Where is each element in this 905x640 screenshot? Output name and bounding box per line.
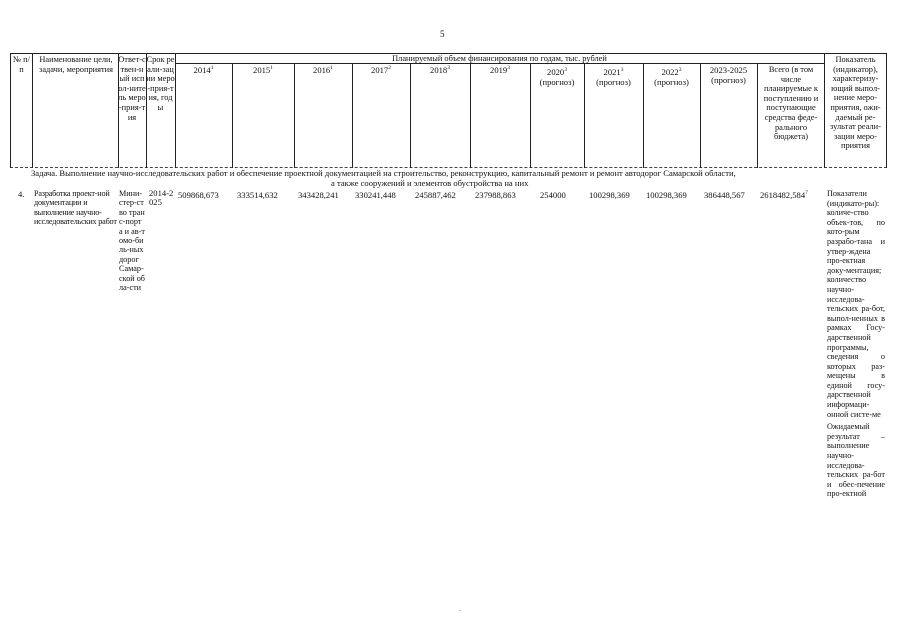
header-indicator: Показатель (индикатор), характеризу-ющий выпол-нение меро-приятия, ожи-даемый ре-зультат реали-зации меро-приятия	[830, 55, 881, 151]
value-total: 2618482,584$^7$	[760, 190, 808, 200]
value-2022: 100298,369	[646, 190, 687, 200]
header-responsible: Ответ-ствен-ный испол-нитель меро-прия-тия	[118, 55, 146, 122]
task-line-2: а также сооружений и элементов обустройства на них	[331, 178, 529, 188]
value-2018: 245887,462	[415, 190, 456, 200]
task-line-1: Задача. Выполнение научно-исследовательских работ и обеспечение проектной документацией на строительство, реконструкцию, капитальный ремонт и ремонт автодорог Самарской области,	[31, 168, 736, 178]
page-number: 5	[440, 29, 445, 39]
header-name: Наименование цели, задачи, мероприятия	[39, 55, 113, 74]
row-name: Разработка проект-ной документации и выполнение научно-исследовательских работ	[34, 189, 117, 227]
header-term: Срок реали-зации меро-прия-тия, годы	[146, 55, 175, 112]
row-responsible: Мини-стер-ство транс-порта и ав-томо-биль-ных дорог Самар-ской обла-сти	[119, 189, 145, 293]
header-num: № п/п	[13, 55, 30, 74]
year-2021: 2021$^3$ (прогноз)	[596, 66, 631, 87]
expected-result: Ожидаемый результат – выполнение научно-исследова-тельских ра-бот и обес-печение про-ектной	[827, 422, 885, 499]
value-2019: 237988,863	[475, 190, 516, 200]
footer-mark: .	[459, 604, 461, 613]
year-2018: 2018$^3$	[430, 65, 450, 75]
indicator-text: Показатели (индикато-ры): количе-ство объек-тов, по кото-рым разрабо-тана и утвер-ждена про-ектная доку-ментация; количество научно-исследова-тельских ра-бот, выпол-ненных в рамках Госу-дарственной программы, сведения о которых раз-мещены в единой госу-дарственной информаци-онной систе-ме	[827, 189, 885, 419]
value-2023-2025: 386448,567	[704, 190, 745, 200]
value-2014: 509868,673	[178, 190, 219, 200]
row-term: 2014-2025	[149, 188, 174, 208]
row-indicator	[827, 189, 885, 499]
year-2017: 2017$^2$	[371, 65, 391, 75]
value-2020: 254000	[540, 190, 566, 200]
year-2020: 2020$^3$ (прогноз)	[539, 66, 575, 87]
value-2017: 330241,448	[355, 190, 396, 200]
row-num: 4.	[18, 189, 25, 199]
header-total: Всего (в том числе планируемые к поступлению и поступающие средства феде-рального бюджета)	[763, 65, 819, 142]
value-2015: 333514,632	[237, 190, 278, 200]
year-2019: 2019$^3$	[490, 65, 510, 75]
year-2023-2025: 2023-2025 (прогноз)	[709, 65, 748, 85]
header-planned: Планируемый объем финансирования по годам, тыс. рублей	[392, 54, 607, 63]
value-2021: 100298,369	[589, 190, 630, 200]
year-2014: 2014$^1$	[193, 65, 214, 75]
year-2016: 2016$^1$	[313, 65, 333, 75]
value-2016: 343428,241	[298, 190, 339, 200]
year-2022: 2022$^3$ (прогноз)	[654, 66, 689, 87]
year-2015: 2015$^1$	[253, 65, 273, 75]
